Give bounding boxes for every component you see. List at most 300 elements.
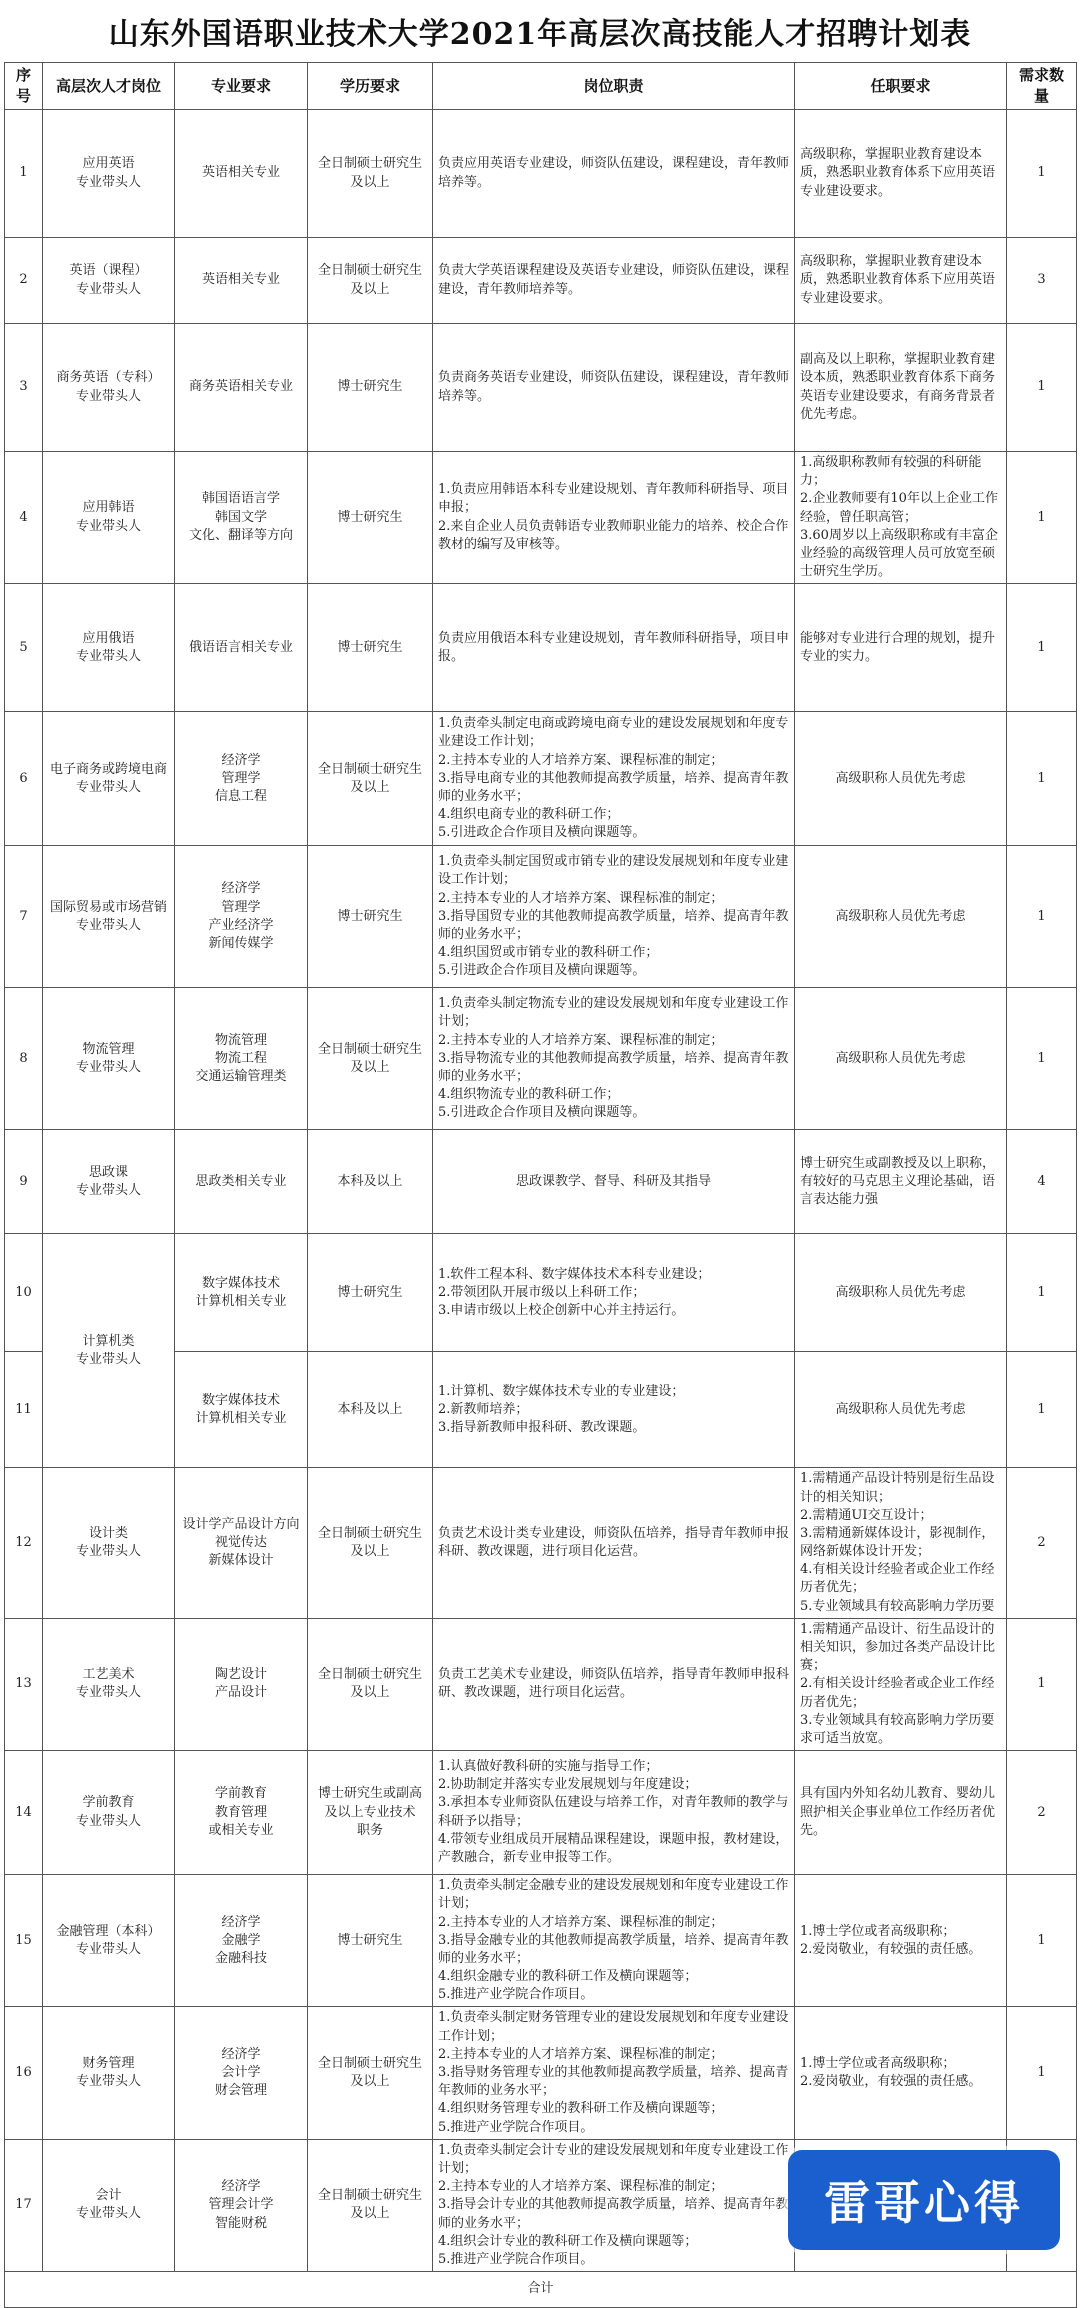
cell-line: 财会管理 — [214, 2083, 267, 2099]
major-cell — [175, 2139, 308, 2271]
header-education: 学历要求 — [308, 63, 433, 110]
cell-line: 产业经济学 — [208, 917, 274, 933]
duty-cell — [433, 846, 795, 988]
cell-line: 经济学 — [221, 752, 261, 768]
requirement-cell — [795, 1352, 1007, 1468]
duty-cell — [433, 988, 795, 1130]
cell-line: 3.指导财务管理专业的其他教师提高教学质量，培养、提高青年教师的业务水平； — [438, 2065, 789, 2099]
cell-line: 3.指导新教师申报科研、教改课题。 — [438, 1419, 646, 1435]
cell-line: 英语相关专业 — [201, 272, 280, 288]
major-cell — [175, 1618, 308, 1750]
cell-line: 高级职称人员优先考虑 — [835, 1401, 966, 1417]
cell-line: 高级职称人员优先考虑 — [835, 1050, 966, 1066]
cell-line: 4.组织金融专业的教科研工作及横向课题等； — [438, 1969, 698, 1985]
count-cell: 4 — [1007, 1130, 1077, 1234]
cell-line: 全日制硕士研究生 — [317, 263, 422, 279]
cell-line: 新媒体设计 — [208, 1553, 274, 1569]
duty-cell — [433, 1751, 795, 1875]
major-cell — [175, 846, 308, 988]
requirement-cell — [795, 1130, 1007, 1234]
cell-line: 及以上 — [350, 1059, 390, 1075]
cell-line: 博士研究生 — [337, 509, 403, 525]
requirement-cell — [795, 712, 1007, 846]
cell-line: 及以上 — [350, 2074, 390, 2090]
count-cell: 1 — [1007, 1234, 1077, 1352]
cell-line: 4.组织国贸或市销专业的教科研工作； — [438, 945, 659, 961]
cell-line: 博士研究生 — [337, 1932, 403, 1948]
requirement-cell — [795, 1468, 1007, 1619]
position-cell — [43, 1875, 175, 2007]
position-cell — [43, 846, 175, 988]
requirement-cell — [795, 110, 1007, 238]
cell-line: 计算机相关专业 — [195, 1293, 287, 1309]
cell-line: 专业带头人 — [75, 1813, 141, 1829]
education-cell — [308, 1352, 433, 1468]
major-cell — [175, 988, 308, 1130]
cell-line: 专业带头人 — [75, 779, 141, 795]
requirement-cell — [795, 988, 1007, 1130]
cell-line: 专业带头人 — [75, 174, 141, 190]
cell-line: 经济学 — [221, 881, 261, 897]
cell-line: 学前教育 — [214, 1786, 267, 1802]
cell-line: 计算机类 — [82, 1333, 135, 1349]
table-row — [5, 1618, 1077, 1750]
cell-line: 财务管理 — [82, 2055, 135, 2071]
education-cell — [308, 1468, 433, 1619]
cell-line: 2.主持本专业的人才培养方案、课程标准的制定； — [438, 1032, 724, 1048]
total-label: 合计 — [5, 2272, 1077, 2308]
cell-line: 专业带头人 — [75, 388, 141, 404]
recruitment-table — [4, 62, 1077, 2308]
cell-line: 博士研究生 — [337, 908, 403, 924]
cell-line: 1.负责牵头制定财务管理专业的建设发展规划和年度专业建设工作计划； — [438, 2010, 789, 2044]
duty-cell — [433, 1618, 795, 1750]
education-cell — [308, 1875, 433, 2007]
cell-line: 信息工程 — [214, 788, 267, 804]
position-cell — [43, 1468, 175, 1619]
cell-line: 高级职称人员优先考虑 — [835, 1284, 966, 1300]
cell-line: 3.指导国贸专业的其他教师提高教学质量，培养、提高青年教师的业务水平； — [438, 908, 789, 942]
cell-line: 应用英语 — [82, 156, 135, 172]
cell-line: 陶艺设计 — [214, 1667, 267, 1683]
cell-line: 5.专业领域具有较高影响力学历要 — [800, 1598, 995, 1614]
cell-line: 全日制硕士研究生 — [317, 2055, 422, 2071]
cell-line: 教育管理 — [214, 1804, 267, 1820]
cell-line: 及以上 — [350, 1544, 390, 1560]
cell-line: 高级职称，掌握职业教育建设本质，熟悉职业教育体系下应用英语专业建设要求。 — [800, 147, 996, 199]
cell-line: 2.主持本专业的人才培养方案、课程标准的制定； — [438, 890, 724, 906]
cell-line: 新闻传媒学 — [208, 936, 274, 951]
cell-line: 专业带头人 — [75, 1544, 141, 1560]
duty-cell — [433, 452, 795, 584]
cell-line: 5.推进产业学院合作项目。 — [438, 2251, 594, 2267]
cell-line: 及以上 — [350, 281, 390, 297]
cell-line: 商务英语（专科） — [56, 370, 161, 386]
duty-cell — [433, 2139, 795, 2271]
table-body — [5, 110, 1077, 2272]
education-cell — [308, 1130, 433, 1234]
cell-line: 3.申请市级以上校企创新中心并主持运行。 — [438, 1302, 685, 1318]
cell-line: 5.引进政企合作项目及横向课题等。 — [438, 963, 646, 979]
duty-cell — [433, 1130, 795, 1234]
cell-line: 2.爱岗敬业，有较强的责任感。 — [800, 2074, 982, 2090]
cell-line: 应用俄语 — [82, 630, 135, 646]
cell-line: 博士研究生或副高 — [317, 1786, 422, 1802]
cell-line: 1.认真做好教科研的实施与指导工作； — [438, 1759, 659, 1775]
major-cell — [175, 238, 308, 324]
cell-line: 全日制硕士研究生 — [317, 1667, 422, 1683]
row-number: 14 — [5, 1751, 43, 1875]
cell-line: 思政类相关专业 — [195, 1173, 287, 1189]
cell-line: 产品设计 — [214, 1685, 267, 1701]
cell-line: 经济学 — [221, 2046, 261, 2062]
cell-line: 交通运输管理类 — [195, 1068, 287, 1084]
cell-line: 英语（课程） — [69, 263, 148, 279]
cell-line: 应用韩语 — [82, 500, 135, 516]
cell-line: 5.推进产业学院合作项目。 — [438, 2119, 594, 2135]
major-cell — [175, 1468, 308, 1619]
requirement-cell — [795, 846, 1007, 988]
cell-line: 高级职称人员优先考虑 — [835, 908, 966, 924]
cell-line: 负责大学英语课程建设及英语专业建设，师资队伍建设，课程建设，青年教师培养等。 — [438, 263, 790, 297]
education-cell — [308, 2007, 433, 2139]
cell-line: 俄语语言相关专业 — [188, 639, 293, 655]
table-row — [5, 584, 1077, 712]
watermark-badge — [788, 2150, 1060, 2250]
position-cell — [43, 110, 175, 238]
requirement-cell — [795, 1618, 1007, 1750]
major-cell — [175, 324, 308, 452]
count-cell: 2 — [1007, 1751, 1077, 1875]
requirement-cell — [795, 1875, 1007, 2007]
cell-line: 2.企业教师要有10年以上企业工作经验，曾任职高管； — [800, 491, 998, 525]
header-requirement: 任职要求 — [795, 63, 1007, 110]
duty-cell — [433, 238, 795, 324]
cell-line: 专业带头人 — [75, 1351, 141, 1367]
major-cell — [175, 1751, 308, 1875]
table-row — [5, 2007, 1077, 2139]
table-row — [5, 1875, 1077, 2007]
cell-line: 专业带头人 — [75, 1182, 141, 1198]
requirement-cell — [795, 324, 1007, 452]
cell-line: 文化、翻译等方向 — [188, 527, 293, 543]
cell-line: 2.主持本专业的人才培养方案、课程标准的制定； — [438, 752, 724, 768]
cell-line: 或相关专业 — [208, 1822, 274, 1838]
position-cell — [43, 1751, 175, 1875]
major-cell — [175, 584, 308, 712]
cell-line: 数字媒体技术 — [201, 1392, 280, 1408]
cell-line: 博士研究生 — [337, 639, 403, 655]
major-cell — [175, 452, 308, 584]
count-cell: 1 — [1007, 846, 1077, 988]
cell-line: 及以上 — [350, 1685, 390, 1701]
header-position: 高层次人才岗位 — [43, 63, 175, 110]
cell-line: 2.有相关设计经验者或企业工作经历者优先； — [800, 1676, 995, 1710]
education-cell — [308, 988, 433, 1130]
cell-line: 2.协助制定并落实专业发展规划与年度建设； — [438, 1777, 698, 1793]
cell-line: 1.负责牵头制定金融专业的建设发展规划和年度专业建设工作计划； — [438, 1878, 789, 1912]
cell-line: 全日制硕士研究生 — [317, 761, 422, 777]
cell-line: 1.负责牵头制定会计专业的建设发展规划和年度专业建设工作计划； — [438, 2142, 789, 2176]
position-cell — [43, 2007, 175, 2139]
cell-line: 思政课 — [88, 1164, 128, 1180]
major-cell — [175, 110, 308, 238]
duty-cell — [433, 110, 795, 238]
cell-line: 会计 — [95, 2188, 122, 2204]
cell-line: 1.负责应用韩语本科专业建设规划、青年教师科研指导、项目申报； — [438, 482, 789, 516]
cell-line: 电子商务或跨境电商 — [49, 761, 167, 777]
table-row — [5, 324, 1077, 452]
cell-line: 职务 — [356, 1822, 383, 1838]
cell-line: 专业带头人 — [75, 1685, 141, 1701]
cell-line: 金融管理（本科） — [56, 1923, 161, 1939]
cell-line: 3.指导会计专业的其他教师提高教学质量，培养、提高青年教师的业务水平； — [438, 2197, 789, 2231]
cell-line: 3.需精通新媒体设计，影视制作，网络新媒体设计开发； — [800, 1525, 995, 1560]
cell-line: 物流工程 — [214, 1050, 267, 1066]
watermark-text: 雷哥心得 — [824, 2176, 1024, 2230]
cell-line: 博士研究生 — [337, 1284, 403, 1300]
cell-line: 专业带头人 — [75, 518, 141, 534]
cell-line: 设计类 — [88, 1525, 128, 1541]
cell-line: 负责艺术设计类专业建设，师资队伍培养，指导青年教师申报科研、教改课题，进行项目化运营。 — [438, 1525, 790, 1560]
cell-line: 设计学产品设计方向 — [182, 1516, 300, 1532]
requirement-cell — [795, 1751, 1007, 1875]
cell-line: 4.组织物流专业的教科研工作； — [438, 1087, 620, 1103]
cell-line: 5.推进产业学院合作项目。 — [438, 1987, 594, 2003]
row-number: 17 — [5, 2139, 43, 2271]
position-cell — [43, 452, 175, 584]
education-cell — [308, 846, 433, 988]
major-cell — [175, 1875, 308, 2007]
cell-line: 4.带领专业组成员开展精品课程建设，课题申报，教材建设，产教融合，新专业申报等工作。 — [438, 1831, 789, 1865]
header-no: 序号 — [5, 63, 43, 110]
cell-line: 及以上 — [350, 174, 390, 190]
cell-line: 经济学 — [221, 1914, 261, 1930]
cell-line: 3.专业领域具有较高影响力学历要求可适当放宽。 — [800, 1712, 995, 1746]
education-cell — [308, 1751, 433, 1875]
duty-cell — [433, 1875, 795, 2007]
cell-line: 1.计算机、数字媒体技术专业的专业建设； — [438, 1383, 685, 1399]
position-cell — [43, 1130, 175, 1234]
cell-line: 工艺美术 — [82, 1667, 135, 1683]
table-row — [5, 110, 1077, 238]
education-cell — [308, 452, 433, 584]
cell-line: 金融科技 — [214, 1950, 267, 1966]
table-row — [5, 846, 1077, 988]
cell-line: 会计学 — [221, 2065, 261, 2080]
cell-line: 英语相关专业 — [201, 165, 280, 181]
row-number: 9 — [5, 1130, 43, 1234]
cell-line: 物流管理 — [82, 1041, 135, 1057]
header-duty: 岗位职责 — [433, 63, 795, 110]
cell-line: 金融学 — [221, 1932, 261, 1948]
cell-line: 4.组织电商专业的教科研工作； — [438, 807, 620, 823]
count-cell: 1 — [1007, 584, 1077, 712]
cell-line: 专业带头人 — [75, 1059, 141, 1075]
requirement-cell — [795, 452, 1007, 584]
cell-line: 及以上专业技术 — [324, 1804, 416, 1820]
major-cell — [175, 1234, 308, 1352]
row-number: 12 — [5, 1468, 43, 1619]
table-row — [5, 988, 1077, 1130]
duty-cell — [433, 324, 795, 452]
cell-line: 2.需精通UI交互设计； — [800, 1507, 933, 1523]
cell-line: 专业带头人 — [75, 1941, 141, 1957]
count-cell: 1 — [1007, 1352, 1077, 1468]
cell-line: 全日制硕士研究生 — [317, 1041, 422, 1057]
cell-line: 4.组织会计专业的教科研工作及横向课题等； — [438, 2233, 698, 2249]
education-cell — [308, 110, 433, 238]
row-number: 8 — [5, 988, 43, 1130]
cell-line: 2.爱岗敬业，有较强的责任感。 — [800, 1941, 982, 1957]
cell-line: 视觉传达 — [214, 1534, 267, 1550]
count-cell: 1 — [1007, 452, 1077, 584]
page-title: 山东外国语职业技术大学2021年高层次高技能人才招聘计划表 — [108, 17, 972, 52]
cell-line: 韩国文学 — [214, 509, 267, 525]
cell-line: 管理学 — [221, 770, 261, 786]
row-number: 6 — [5, 712, 43, 846]
major-cell — [175, 712, 308, 846]
cell-line: 1.负责牵头制定国贸或市销专业的建设发展规划和年度专业建设工作计划； — [438, 854, 789, 888]
major-cell — [175, 2007, 308, 2139]
position-cell — [43, 238, 175, 324]
cell-line: 数字媒体技术 — [201, 1275, 280, 1291]
requirement-cell — [795, 238, 1007, 324]
table-row — [5, 1234, 1077, 1352]
table-row — [5, 1468, 1077, 1619]
count-cell: 1 — [1007, 1875, 1077, 2007]
education-cell — [308, 1618, 433, 1750]
count-cell: 1 — [1007, 110, 1077, 238]
cell-line: 1.高级职称教师有较强的科研能力； — [800, 455, 982, 489]
cell-line: 管理学 — [221, 899, 261, 915]
cell-line: 全日制硕士研究生 — [317, 1525, 422, 1541]
cell-line: 全日制硕士研究生 — [317, 2188, 422, 2204]
row-number: 1 — [5, 110, 43, 238]
table-row — [5, 1751, 1077, 1875]
duty-cell — [433, 2007, 795, 2139]
position-cell — [43, 712, 175, 846]
cell-line: 1.需精通产品设计特别是衍生品设计的相关知识； — [800, 1471, 995, 1505]
cell-line: 副高及以上职称，掌握职业教育建设本质，熟悉职业教育体系下商务英语专业建设要求，有商务背景者优先考虑。 — [800, 352, 996, 422]
duty-cell — [433, 1352, 795, 1468]
position-cell — [43, 1234, 175, 1468]
education-cell — [308, 324, 433, 452]
cell-line: 2.主持本专业的人才培养方案、课程标准的制定； — [438, 2179, 724, 2195]
row-number: 15 — [5, 1875, 43, 2007]
count-cell: 3 — [1007, 238, 1077, 324]
cell-line: 专业带头人 — [75, 281, 141, 297]
duty-cell — [433, 584, 795, 712]
table-row — [5, 712, 1077, 846]
cell-line: 2.新教师培养； — [438, 1401, 529, 1417]
cell-line: 专业带头人 — [75, 648, 141, 664]
header-major: 专业要求 — [175, 63, 308, 110]
count-cell: 1 — [1007, 1618, 1077, 1750]
cell-line: 韩国语语言学 — [201, 491, 280, 507]
row-number: 11 — [5, 1352, 43, 1468]
position-cell — [43, 324, 175, 452]
cell-line: 经济学 — [221, 2179, 261, 2195]
cell-line: 1.博士学位或者高级职称； — [800, 2055, 956, 2071]
major-cell — [175, 1352, 308, 1468]
position-cell — [43, 584, 175, 712]
cell-line: 5.引进政企合作项目及横向课题等。 — [438, 825, 646, 841]
cell-line: 全日制硕士研究生 — [317, 156, 422, 172]
cell-line: 高级职称，掌握职业教育建设本质，熟悉职业教育体系下应用英语专业建设要求。 — [800, 254, 996, 306]
cell-line: 及以上 — [350, 779, 390, 795]
row-number: 10 — [5, 1234, 43, 1352]
row-number: 3 — [5, 324, 43, 452]
row-number: 16 — [5, 2007, 43, 2139]
cell-line: 3.承担本专业师资队伍建设与培养工作，对青年教师的教学与科研予以指导； — [438, 1795, 789, 1829]
cell-line: 管理会计学 — [208, 2197, 274, 2213]
count-cell: 1 — [1007, 2007, 1077, 2139]
cell-line: 1.负责牵头制定电商或跨境电商专业的建设发展规划和年度专业建设工作计划； — [438, 716, 789, 750]
requirement-cell — [795, 584, 1007, 712]
total-row — [5, 2272, 1077, 2308]
education-cell — [308, 584, 433, 712]
cell-line: 负责商务英语专业建设，师资队伍建设，课程建设，青年教师培养等。 — [438, 370, 790, 404]
row-number: 7 — [5, 846, 43, 988]
cell-line: 本科及以上 — [337, 1173, 403, 1189]
cell-line: 能够对专业进行合理的规划，提升专业的实力。 — [800, 630, 996, 664]
cell-line: 4.组织财务管理专业的教科研工作及横向课题等； — [438, 2101, 724, 2117]
cell-line: 4.有相关设计经验者或企业工作经历者优先； — [800, 1562, 995, 1596]
table-row — [5, 1130, 1077, 1234]
row-number: 4 — [5, 452, 43, 584]
row-number: 5 — [5, 584, 43, 712]
cell-line: 博士研究生或副教授及以上职称，有较好的马克思主义理论基础，语言表达能力强 — [800, 1155, 996, 1207]
education-cell — [308, 2139, 433, 2271]
cell-line: 智能财税 — [214, 2215, 267, 2231]
cell-line: 3.60周岁以上高级职称或有丰富企业经验的高级管理人员可放宽至硕士研究生学历。 — [800, 527, 998, 580]
requirement-cell — [795, 2007, 1007, 2139]
table-row — [5, 452, 1077, 584]
cell-line: 计算机相关专业 — [195, 1410, 287, 1426]
cell-line: 3.指导物流专业的其他教师提高教学质量，培养、提高青年教师的业务水平； — [438, 1050, 789, 1084]
cell-line: 物流管理 — [214, 1032, 267, 1048]
cell-line: 2.带领团队开展市级以上科研工作； — [438, 1284, 646, 1300]
cell-line: 负责应用俄语本科专业建设规划，青年教师科研指导，项目申报。 — [438, 630, 790, 664]
count-cell: 1 — [1007, 988, 1077, 1130]
row-number: 2 — [5, 238, 43, 324]
cell-line: 国际贸易或市场营销 — [49, 899, 167, 915]
count-cell: 2 — [1007, 1468, 1077, 1619]
cell-line: 及以上 — [350, 2206, 390, 2222]
education-cell — [308, 238, 433, 324]
cell-line: 1.需精通产品设计、衍生品设计的相关知识，参加过各类产品设计比赛； — [800, 1621, 996, 1674]
position-cell — [43, 1618, 175, 1750]
duty-cell — [433, 1468, 795, 1619]
cell-line: 3.指导电商专业的其他教师提高教学质量，培养、提高青年教师的业务水平； — [438, 770, 789, 804]
count-cell: 1 — [1007, 712, 1077, 846]
cell-line: 2.来自企业人员负责韩语专业教师职业能力的培养、校企合作教材的编写及审核等。 — [438, 518, 789, 552]
cell-line: 负责工艺美术专业建设，师资队伍培养，指导青年教师申报科研、教改课题，进行项目化运营。 — [438, 1667, 790, 1701]
major-cell — [175, 1130, 308, 1234]
requirement-cell — [795, 1234, 1007, 1352]
position-cell — [43, 2139, 175, 2271]
cell-line: 具有国内外知名幼儿教育、婴幼儿照护相关企事业单位工作经历者优先。 — [800, 1786, 996, 1838]
cell-line: 商务英语相关专业 — [188, 379, 293, 395]
education-cell — [308, 712, 433, 846]
cell-line: 负责应用英语专业建设，师资队伍建设，课程建设，青年教师培养等。 — [438, 156, 790, 190]
cell-line: 5.引进政企合作项目及横向课题等。 — [438, 1105, 646, 1121]
cell-line: 1.软件工程本科、数字媒体技术本科专业建设； — [438, 1266, 711, 1282]
cell-line: 专业带头人 — [75, 917, 141, 933]
cell-line: 高级职称人员优先考虑 — [835, 770, 966, 786]
cell-line: 本科及以上 — [337, 1401, 403, 1417]
